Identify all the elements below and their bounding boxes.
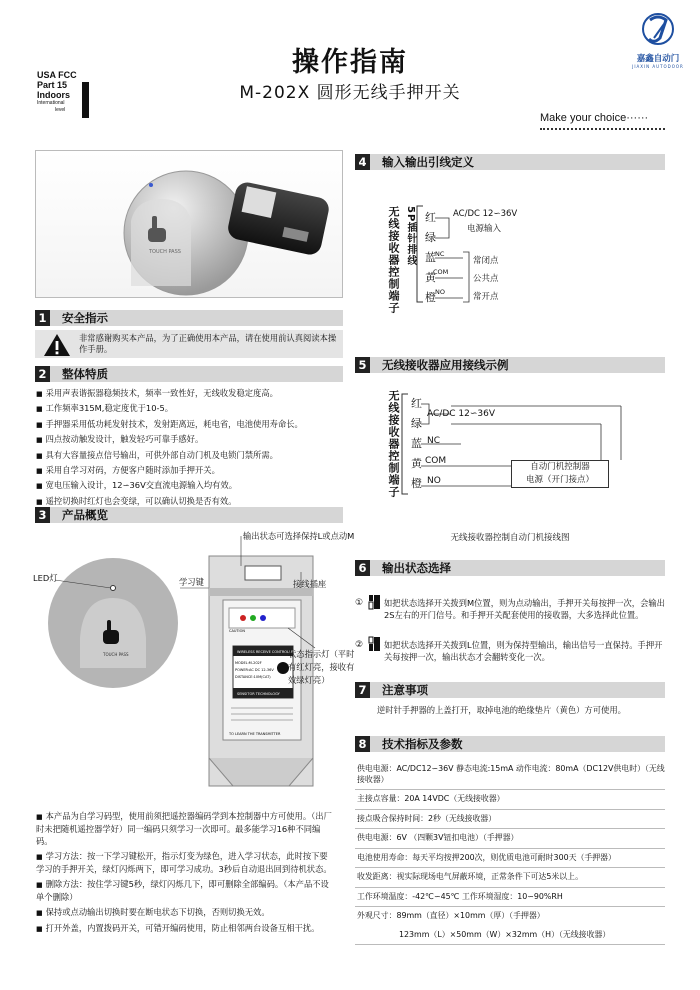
example-com: COM xyxy=(425,456,447,466)
mode-m-desc: 如把状态选择开关拨到M位置，则为点动输出，手押开关每按押一次，会输出2S左右的开门信号。和手押开关配套使用的接收器，大多选择此位置。 xyxy=(384,598,665,620)
fcc-line1: USA FCC xyxy=(37,70,77,80)
example-nc: NC xyxy=(427,436,441,446)
spec-row: 供电电源：AC/DC12∽36V 静态电流:15mA 动作电流：80mA（DC12V供电时）（无线接收器） xyxy=(355,760,665,790)
example-bracket xyxy=(400,392,410,496)
section-title: 安全指示 xyxy=(62,311,108,325)
com-tag: COM xyxy=(433,268,449,276)
nc-tag: NC xyxy=(435,250,445,258)
feature-item: ■ 具有大容量接点信号输出，可供外部自动门机及电锁门禁所需。 xyxy=(36,448,346,463)
wire-green: 绿 xyxy=(411,417,422,430)
section-number: 3 xyxy=(35,507,50,523)
product-overview-diagram xyxy=(33,528,353,798)
wire-definition-diagram xyxy=(355,176,665,326)
feature-item: ■ 宽电压输入设计，12∽36V交直流电源输入均有效。 xyxy=(36,478,346,493)
spec-row: 供电电源：6V （四颗3V钮扣电池）（手押器） xyxy=(355,829,665,849)
note-item: ■ 学习方法：按一下学习键松开，指示灯变为绿色，进入学习状态，此时按下要学习的手押开关，绿灯闪烁两下，即可学习成功。3秒后自动退出回到待机状态。 xyxy=(36,850,336,875)
receiver-distance: DISTANCE:10M(CAT) xyxy=(235,675,271,679)
spec-table xyxy=(355,760,665,945)
section-8-header xyxy=(355,736,665,752)
section-4-header xyxy=(355,154,665,170)
section-7-header xyxy=(355,682,665,698)
product-illustration xyxy=(36,151,342,297)
fcc-line3: Indoors xyxy=(37,90,70,100)
switch-m-icon xyxy=(368,594,382,610)
section-title: 整体特质 xyxy=(62,367,108,381)
wire-lines xyxy=(435,204,475,314)
section-title: 输出状态选择 xyxy=(382,561,451,575)
wiring-example-diagram xyxy=(355,380,665,500)
receiver-brand: SENSITOR TECHNOLOGY xyxy=(237,692,280,696)
feature-item: ■ 手押器采用低功耗发射技术，发射距离远，耗电省，电池使用寿命长。 xyxy=(36,417,346,432)
no-tag: NO xyxy=(435,288,445,296)
wire-yellow: 黄 xyxy=(411,457,422,470)
page-title: 操作指南 xyxy=(292,47,408,78)
terminal-side-label: 无线接收器控制端子 xyxy=(387,206,400,314)
mode-marker-2: ② xyxy=(355,640,364,650)
warning-icon xyxy=(43,333,71,357)
wire-red: 红 xyxy=(411,397,422,410)
fcc-line2: Part 15 xyxy=(37,80,68,90)
feature-list xyxy=(36,386,346,509)
box-line2: 电源（开门接点） xyxy=(525,475,594,485)
section-number: 5 xyxy=(355,357,370,373)
feature-item: ■ 遥控切换时红灯也会变绿，可以确认切换是否有效。 xyxy=(36,494,346,509)
section-5-header xyxy=(355,357,665,373)
caution-text: 逆时针手押器的上盖打开，取掉电池的绝缘垫片（黄色）方可使用。 xyxy=(377,705,626,715)
logo-icon xyxy=(640,12,676,46)
note-item: ■ 打开外盖，内置拨码开关，可错开编码使用，防止相邻两台设备互相干扰。 xyxy=(36,922,336,935)
note-item: ■ 保持或点动输出切换时要在断电状态下切换，否则切换无效。 xyxy=(36,906,336,919)
receiver-learn-text: TO LEARN THE TRANSMITTER xyxy=(229,732,281,736)
slogan-rule xyxy=(540,128,665,130)
section-number: 6 xyxy=(355,560,370,576)
spec-row: 工作环境温度：-42℃∽45℃ 工作环境湿度：10∽90%RH xyxy=(355,888,665,908)
section-3-header xyxy=(35,507,343,523)
switch-l-icon xyxy=(368,636,382,652)
section-2-header xyxy=(35,366,343,382)
warning-box xyxy=(35,330,343,358)
no-desc: 常开点 xyxy=(473,292,499,302)
com-desc: 公共点 xyxy=(473,274,499,284)
spec-row: 收发距离：视实际现场电气屏蔽环境，正常条件下可达5米以上。 xyxy=(355,868,665,888)
power-desc-2: 电源输入 xyxy=(467,224,502,234)
fcc-line5: level xyxy=(55,107,66,113)
wiring-caption: 无线接收器控制自动门机接线图 xyxy=(450,533,570,543)
product-photo xyxy=(35,150,343,298)
door-controller-box xyxy=(511,460,609,488)
spec-row: 电池使用寿命：每天平均按押200次，则优质电池可耐时300天（手押器） xyxy=(355,849,665,869)
wire-orange: 橙 xyxy=(425,291,436,304)
feature-item: ■ 采用声表谐振器稳频技术，频率一致性好，无线收发稳定度高。 xyxy=(36,386,346,401)
example-acdc: AC/DC 12∽36V xyxy=(427,409,495,419)
wire-red: 红 xyxy=(425,211,436,224)
photo-button-text: TOUCH PASS xyxy=(149,249,181,255)
logo-subtext: JIAXIN AUTODOOR xyxy=(632,64,684,69)
terminal-label: 接线插座 xyxy=(293,579,327,589)
spec-row: 主接点容量：20A 14VDC（无线接收器） xyxy=(355,790,665,810)
section-6-header xyxy=(355,560,665,576)
pin-header-label: 5P插针排线 xyxy=(405,206,416,267)
mode-marker-1: ① xyxy=(355,598,364,608)
warning-text: 非常感谢购买本产品，为了正确使用本产品，请在使用前认真阅读本操作手册。 xyxy=(79,333,337,354)
section-number: 1 xyxy=(35,310,50,326)
section-title: 无线接收器应用接线示例 xyxy=(382,358,509,372)
slogan: Make your choice······ xyxy=(540,112,649,124)
page-subtitle: M-202X 圆形无线手押开关 xyxy=(239,83,461,103)
note-item: ■ 删除方法：按住学习键5秒，绿灯闪烁几下，即可删除全部编码。（本产品不设单个删除） xyxy=(36,878,336,903)
section-number: 8 xyxy=(355,736,370,752)
section-title: 注意事项 xyxy=(382,683,428,697)
section-title: 技术指标及参数 xyxy=(382,737,463,751)
wire-orange: 橙 xyxy=(411,477,422,490)
example-side-label: 无线接收器控制端子 xyxy=(387,390,400,498)
section-number: 4 xyxy=(355,154,370,170)
status-led-label: 状态指示灯（平时有红灯亮，接收有效绿灯亮） xyxy=(288,649,355,685)
spec-row: 外观尺寸：89mm（直径）×10mm（厚）（手押器） xyxy=(357,911,545,920)
receiver-power: POWER:AC DC 12-36V xyxy=(235,668,274,672)
example-no: NO xyxy=(427,476,441,486)
spec-row: 123mm（L）×50mm（W）×32mm（H）（无线接收器） xyxy=(355,926,665,946)
brand-logo xyxy=(623,12,693,72)
fcc-bar xyxy=(82,82,89,118)
note-item: ■ 本产品为自学习码型，使用前须把遥控器编码学到本控制器中方可使用。（出厂时未把随机遥控器学好）同一编码只须学习一次即可。最多能学习16种不同编码。 xyxy=(36,810,336,847)
section-title: 输入输出引线定义 xyxy=(382,155,474,169)
mode-l-desc: 如把状态选择开关拨到L位置，则为保持型输出，输出信号一直保持。手押开关每按押一次，输出状态才会翻转变化一次。 xyxy=(384,640,663,662)
wire-yellow: 黄 xyxy=(425,271,436,284)
fcc-mark xyxy=(37,70,89,118)
wire-blue: 蓝 xyxy=(411,437,422,450)
section-number: 7 xyxy=(355,682,370,698)
led-label: LED灯 xyxy=(33,573,58,583)
feature-item: ■ 采用自学习对码，方便客户随时添加手押开关。 xyxy=(36,463,346,478)
receiver-label-top: WIRELESS RECEIVE CONTROLLER xyxy=(237,650,296,654)
feature-item: ■ 工作频率315M,稳定度优于10-5。 xyxy=(36,401,346,416)
section-title: 产品概览 xyxy=(62,508,108,522)
box-line1: 自动门机控制器 xyxy=(530,462,590,472)
fcc-line4: International xyxy=(37,100,65,106)
wire-blue: 蓝 xyxy=(425,251,436,264)
wire-green: 绿 xyxy=(425,231,436,244)
nc-desc: 常闭点 xyxy=(473,256,499,266)
section-number: 2 xyxy=(35,366,50,382)
usage-notes xyxy=(36,810,336,935)
power-desc-1: AC/DC 12∽36V xyxy=(453,209,518,219)
output-select-label: 输出状态可选择保持L或点动M xyxy=(243,531,355,541)
learn-key-label: 学习键 xyxy=(179,577,204,587)
overview-button-text: TOUCH PASS xyxy=(103,652,129,657)
receiver-model: MODEL:M-202F xyxy=(235,661,262,665)
section-1-header xyxy=(35,310,343,326)
receiver-caution: CAUTION xyxy=(229,629,245,633)
spec-row: 接点吸合保持时间：2秒（无线接收器） xyxy=(355,810,665,830)
logo-text: 嘉鑫自动门 xyxy=(636,54,680,64)
feature-item: ■ 四点按动触发设计，触发轻巧可靠手感好。 xyxy=(36,432,346,447)
